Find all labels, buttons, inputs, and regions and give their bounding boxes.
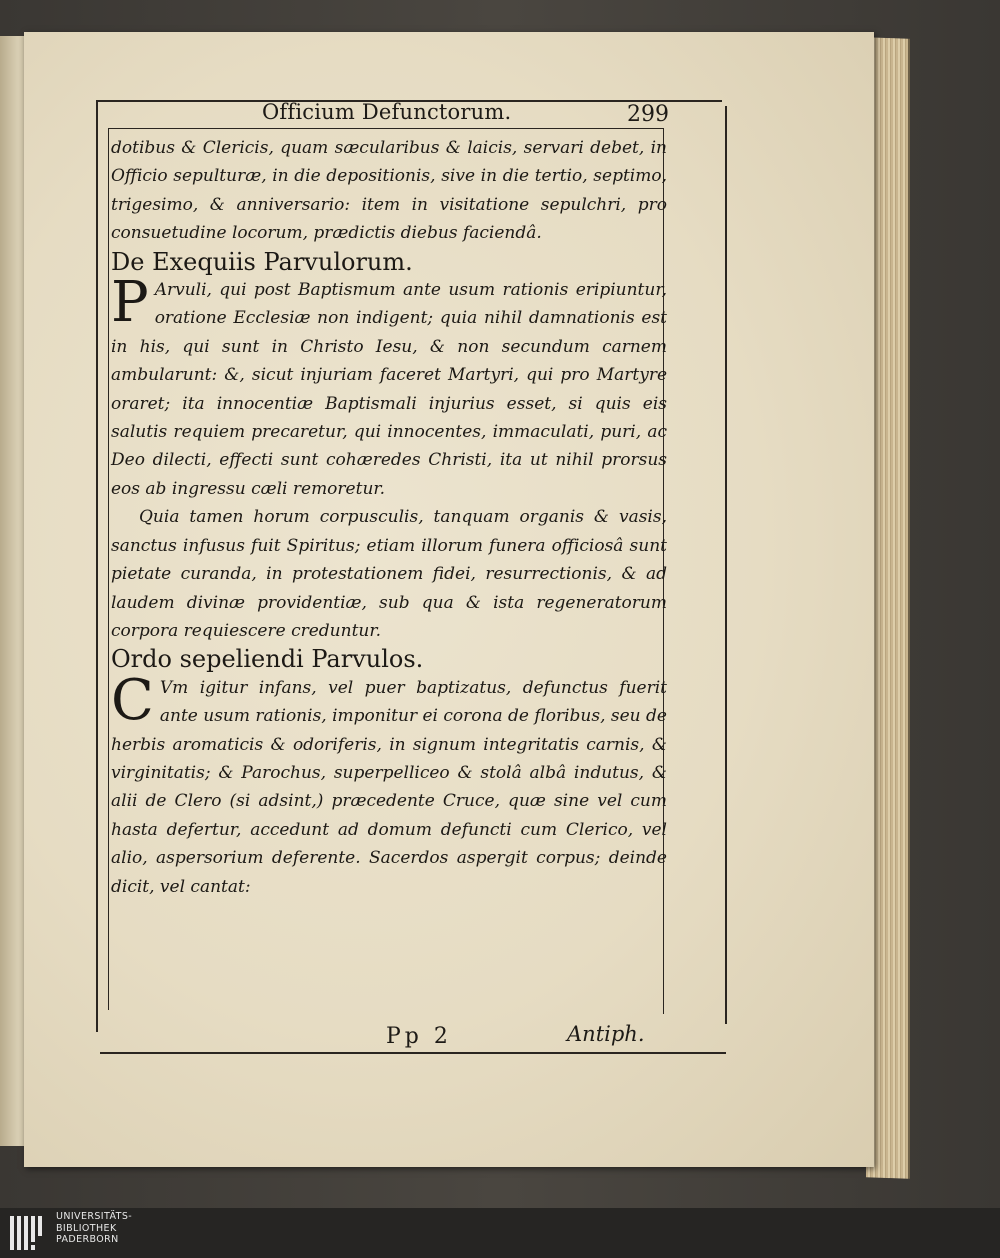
library-name-line1: UNIVERSITÄTS- [56, 1211, 133, 1222]
catchword: Antiph. [567, 1022, 645, 1046]
page-number: 299 [627, 102, 669, 127]
section-heading-exequiis: De Exequiis Parvulorum. [111, 247, 413, 276]
frame-inner-left-rule [108, 128, 109, 1010]
text-block [111, 134, 667, 901]
library-logo-icon [8, 1212, 48, 1254]
paragraph-cum-text: Vm igitur infans, vel puer baptizatus, defunctus fuerit ante usum rationis, imponitur ei corona de floribus, seu de herbis aromaticis & odoriferis, in signum integritatis carnis, & virginitatis; & Parochus, superpelliceo & stolâ albâ indutus, & alii de Clero (si adsint,) præcedente Cruce, quæ sine vel cum hasta defertur, accedunt ad domum defuncti cum Clerico, vel alio, aspersorium deferente. Sacerdos aspergit corpus; deinde dicit, vel cantat: [111, 677, 667, 897]
footer-rule [100, 1052, 726, 1054]
paragraph-cum [111, 667, 667, 901]
header-inner-rule [108, 128, 664, 129]
section-heading-ordo: Ordo sepeliendi Parvulos. [111, 645, 424, 674]
paragraph-parvuli-text: Arvuli, qui post Baptismum ante usum rationis eripiuntur, oratione Ecclesiæ non indigent; quia nihil damnationis est in his, qui sunt in Christo Iesu, & non secundum carnem ambularunt: &, sicut injuriam faceret Martyri, qui pro Martyre oraret; ita innocentiæ Baptismali injurius esset, si quis eis salutis requiem precaretur, qui innocentes, immaculati, puri, ac Deo dilecti, effecti sunt cohæredes Christi, ita ut nihil prorsus eos ab ingressu cæli remoretur. [111, 280, 667, 499]
paragraph-quia: Quia tamen horum corpusculis, tanquam organis & vasis, sanctus infusus fuit Spiritus; etiam illorum funera officiosâ sunt pietate curanda, in protestationem fidei, resurrectionis, & ad laudem divinæ providentiæ, sub qua & ista regeneratorum corpora requiescere creduntur. [111, 507, 667, 641]
library-footer-bar [0, 1208, 1000, 1258]
drop-cap-c: C [111, 667, 154, 733]
continued-paragraph: dotibus & Clericis, quam sæcularibus & laicis, servari debet, in Officio sepulturæ, in die depositionis, sive in die tertio, septimo, trigesimo, & anniversario: item in visitatione sepulchri, pro consuetudine locorum, prædictis diebus faciendâ. [111, 138, 667, 244]
library-name [56, 1211, 132, 1246]
library-name-line2: BIBLIOTHEK [56, 1222, 117, 1234]
library-name-line3: PADERBORN [56, 1234, 119, 1245]
drop-cap-p: P [111, 270, 149, 336]
signature-mark: Pp 2 [386, 1024, 452, 1049]
paragraph-parvuli [111, 270, 667, 503]
frame-left-rule [96, 102, 98, 1032]
frame-right-rule [725, 106, 727, 1024]
running-head: Officium Defunctorum. [262, 100, 512, 124]
